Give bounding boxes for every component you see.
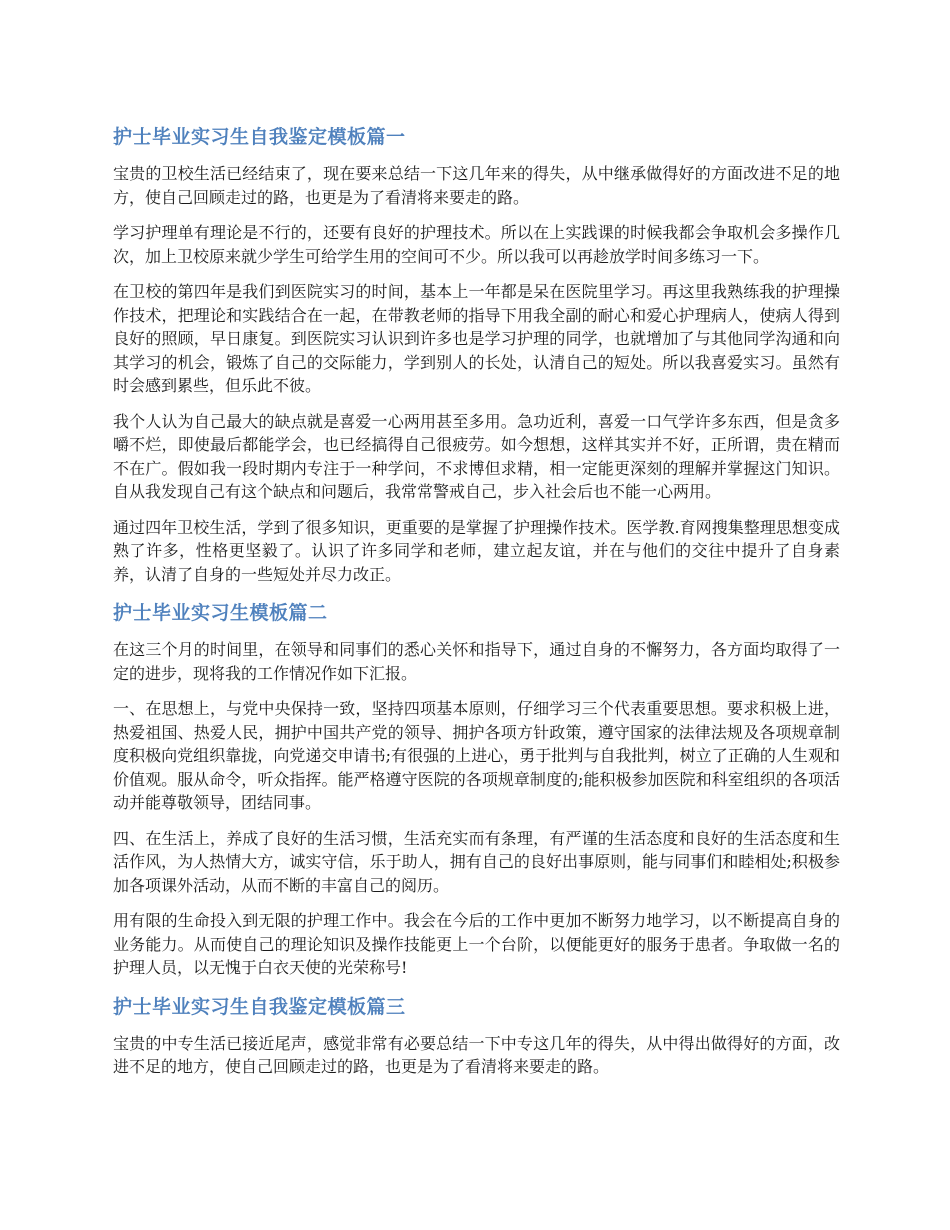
document-page <box>113 122 840 1091</box>
paragraph: 学习护理单有理论是不行的，还要有良好的护理技术。所以在上实践课的时候我都会争取机会多操作几次，加上卫校原来就少学生可给学生用的空间可不少。所以我可以再趁放学时间多练习一下。 <box>113 223 840 266</box>
section-1 <box>113 122 840 586</box>
paragraph: 四、在生活上，养成了良好的生活习惯，生活充实而有条理，有严谨的生活态度和良好的生活态度和生活作风，为人热情大方，诚实守信，乐于助人，拥有自己的良好出事原则，能与同事们和睦相处;积极参加各项课外活动，从而不断的丰富自己的阅历。 <box>113 828 840 895</box>
paragraph: 通过四年卫校生活，学到了很多知识，更重要的是掌握了护理操作技术。医学教.育网搜集整理思想变成熟了许多，性格更坚毅了。认识了许多同学和老师，建立起友谊，并在与他们的交往中提升了自身素养，认清了自身的一些短处并尽力改正。 <box>113 517 840 584</box>
section-title: 护士毕业实习生自我鉴定模板篇三 <box>113 995 406 1018</box>
section-title: 护士毕业实习生模板篇二 <box>113 602 328 624</box>
section-title: 护士毕业实习生自我鉴定模板篇一 <box>113 126 406 148</box>
paragraph: 宝贵的卫校生活已经结束了，现在要来总结一下这几年来的得失，从中继承做得好的方面改进不足的地方，使自己回顾走过的路，也更是为了看清将来要走的路。 <box>113 164 840 207</box>
paragraph: 我个人认为自己最大的缺点就是喜爱一心两用甚至多用。急功近利，喜爱一口气学许多东西，但是贪多嚼不烂，即使最后都能学会，也已经搞得自己很疲劳。如今想想，这样其实并不好，正所谓，贵在精而不在广。假如我一段时期内专注于一种学问，不求博但求精，相一定能更深刻的理解并掌握这门知识。自从我发现自己有这个缺点和问题后，我常常警戒自己，步入社会后也不能一心两用。 <box>113 411 840 501</box>
paragraph: 在这三个月的时间里，在领导和同事们的悉心关怀和指导下，通过自身的不懈努力，各方面均取得了一定的进步，现将我的工作情况作如下汇报。 <box>113 640 840 683</box>
paragraph: 用有限的生命投入到无限的护理工作中。我会在今后的工作中更加不断努力地学习，以不断提高自身的业务能力。从而使自己的理论知识及操作技能更上一个台阶，以便能更好的服务于患者。争取做一名的护理人员，以无愧于白衣天使的光荣称号! <box>113 911 840 977</box>
paragraph: 一、在思想上，与党中央保持一致，坚持四项基本原则，仔细学习三个代表重要思想。要求积极上进，热爱祖国、热爱人民，拥护中国共产党的领导、拥护各项方针政策，遵守国家的法律法规及各项规章制度积极向党组织靠拢，向党递交申请书;有很强的上进心，勇于批判与自我批判，树立了正确的人生观和价值观。服从命令，听众指挥。能严格遵守医院的各项规章制度的;能积极参加医院和科室组织的各项活动并能尊敬领导，团结同事。 <box>113 699 840 812</box>
paragraph: 在卫校的第四年是我们到医院实习的时间，基本上一年都是呆在医院里学习。再这里我熟练我的护理操作技术，把理论和实践结合在一起，在带教老师的指导下用我全副的耐心和爱心护理病人，使病人得到良好的照顾，早日康复。到医院实习认识到许多也是学习护理的同学，也就增加了与其他同学沟通和向其学习的机会，锻炼了自己的交际能力，学到别人的长处，认清自己的短处。所以我喜爱实习。虽然有时会感到累些，但乐此不彼。 <box>113 282 840 395</box>
section-3 <box>113 992 840 1079</box>
section-2 <box>113 598 840 980</box>
paragraph: 宝贵的中专生活已接近尾声，感觉非常有必要总结一下中专这几年的得失，从中得出做得好的方面，改进不足的地方，使自己回顾走过的路，也更是为了看清将来要走的路。 <box>113 1033 840 1076</box>
